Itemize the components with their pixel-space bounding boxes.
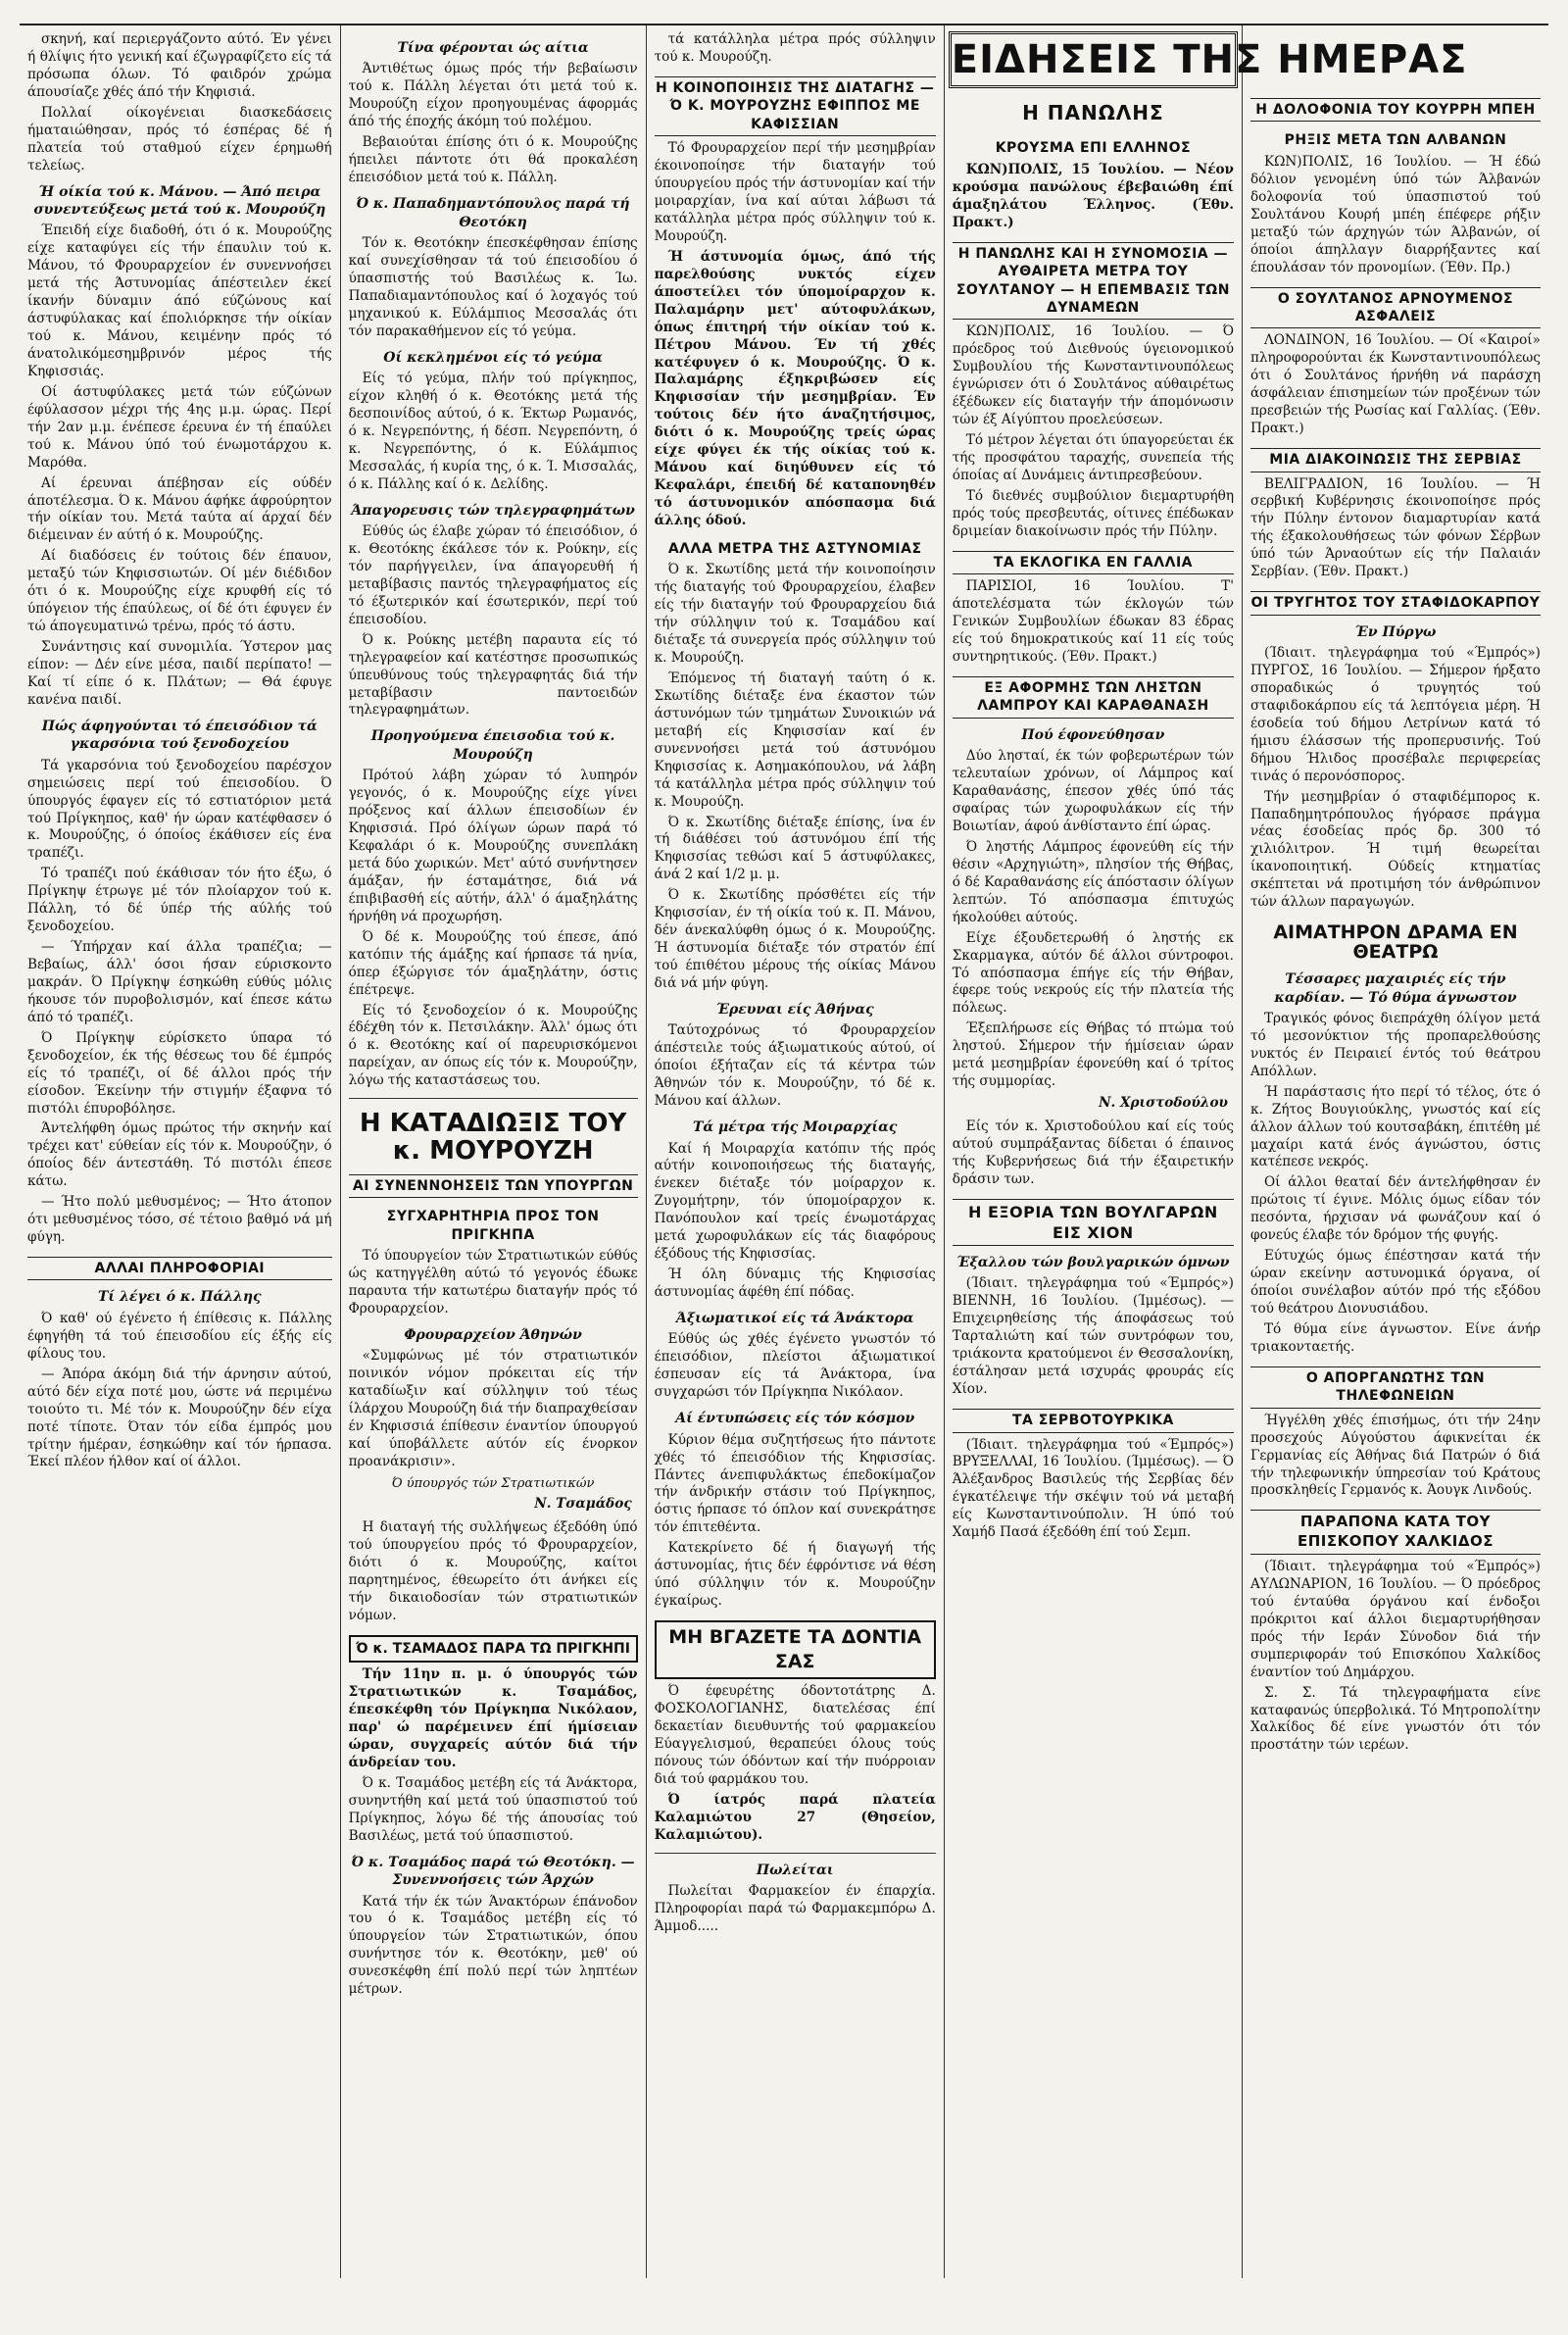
paragraph: Ό κ. Σκωτίδης μετά τήν κοινοποίησιν τής διαταγής τού Φρουραρχείου, έλαβεν είς τήν διαταγήν τού Φρουραρχείου διά τήν σύλληψιν τού κ. Τσαμάδου καί διέταξε τά συνεργεία πρός σύλληψιν τού κ. Μουρούζη. [654, 562, 936, 667]
paragraph: Ή άστυνομία όμως, άπό τής παρελθούσης νυκτός είχεν άποστείλει τόν ύπομοίραρχον κ. Παλαμάρην μετ' αύτοφυλάκων, όπως έπιτηρή τήν οίκίαν τού κ. Πέτρου Μάνου. Έν τή χθές κατέφυγεν ό κ. Μουρούζης. Ό κ. Παλαμάρης έξηκριβώσεν είς Κηφισσίαν τήν μεσημβρίαν. Έν τούτοις δέν ήτο άναζητήσιμος, διότι ό κ. Μουρούζης τρείς ώρας είχε φύγει έκ τής οίκίας τού κ. Μάνου καί διηύθυνεν είς τό Κεφαλάρι, έπειδή δέ καταπονηθέν τό άστυνομικόν απόσπασμα διά άλλης όδού. [654, 248, 936, 528]
paragraph: Άντελήφθη όμως πρώτος τήν σκηνήν καί τρέχει κατ' εύθείαν είς τόν κ. Μουρούζην, ό όποίος δέν άντεστάθη. Τό πιστόλι έπεσε κάτω. [27, 1120, 332, 1190]
paragraph: Είς τό γεύμα, πλήν τού πρίγκηπος, είχον κληθή ό κ. Θεοτόκης μετά τής δεσποινίδος αύτού, ό κ. Έκτωρ Ρωμανός, ό κ. Νεγρεπόντης, ή δέσπ. Νεγρεπόντη, ό κ. Νεγρεπόντης, ό κ. Εύλάμπιος Μεσσαλάς, ή κυρία της, ό κ. Ί. Μισσαλάς, ό κ. Πάλλης καί ό κ. Δελίδης. [348, 371, 638, 492]
section-heading: ΚΡΟΥΣΜΑ ΕΠΙ ΕΛΛΗΝΟΣ [995, 140, 1192, 157]
paragraph: Κύριον θέμα συζητήσεως ήτο πάντοτε χθές τό έπεισόδιον τής Κηφισσίας. Πάντες άνεπιφυλάκτως έπεδοκίμαζον τήν άνδρικήν στάσιν τού Πρίγκηπος, όστις ήρπασε τό όπλον καί συνεκράτησε τόν έπιτεθέντα. [654, 1431, 936, 1536]
paragraph: Ό δέ κ. Μουρούζης τού έπεσε, άπό κατόπιν τής άμάξης καί ήρπασε τά ηνία, όπερ έξώργισε τόν άμαξηλάτην, όστις έπέτρεψε. [348, 928, 638, 998]
advertisement-text: Ό ίατρός παρά πλατεία Καλαμιώτου 27 (Θησείον, Καλαμιώτου). [654, 1791, 936, 1843]
paragraph: Έξεπλήρωσε είς Θήβας τό πτώμα τού ληστού. Σήμερον τήν ήμίσειαν ώραν μετά μεσημβρίαν έφονεύθη καί ό τρίτος τής συμμορίας. [952, 1020, 1234, 1090]
paragraph: Τόν κ. Θεοτόκην έπεσκέφθησαν έπίσης καί συνεχίσθησαν τά τού έπεισοδίου ό ύπασπιστής τού Βασιλέως κ. Ίω. Παπαδιαμαντόπουλος καί ό λοχαγός τού μηχανικού κ. Εύλάμπιος Μεσσαλάς ότι τόν παρακαθήμενον είς τό γεύμα. [348, 234, 638, 339]
section-subheading: Πού έφονεύθησαν [1021, 726, 1165, 743]
section-heading: Οί κεκλημένοι είς τό γεύμα [383, 349, 603, 366]
paragraph: Πολλαί οίκογένειαι διασκεδάσεις ήματαιώθησαν, πρός τό έσπέρας δέ ή πλατεία τού σταθμού είχεν έρημωθή τελείως. [27, 104, 332, 174]
section-heading: Προηγούμενα έπεισοδια τού κ. Μουρούζη [370, 728, 615, 763]
section-heading: Η ΔΟΛΟΦΟΝΙΑ ΤΟΥ ΚΟΥΡΡΗ ΜΠΕΗ [1250, 98, 1541, 122]
paragraph: τά κατάλληλα μέτρα πρός σύλληψιν τού κ. Μουρούζη. [654, 31, 936, 65]
section-heading: ΣΥΓΧΑΡΗΤΗΡΙΑ ΠΡΟΣ ΤΟΝ ΠΡΙΓΚΗΠΑ [386, 1209, 600, 1243]
paragraph: Ταύτοχρόνως τό Φρουραρχείον άπέστειλε τούς άξιωματικούς αύτού, οί όποίοι έξήταζαν είς τά κέντρα τών Άθηνών τόν κ. Μουρούζην, τό δέ κ. Μάνου καί άλλων. [654, 1022, 936, 1110]
section-heading: Ο ΣΟΥΛΤΑΝΟΣ ΑΡΝΟΥΜΕΝΟΣ ΑΣΦΑΛΕΙΣ [1250, 287, 1541, 329]
section-heading: ΕΞ ΑΦΟΡΜΗΣ ΤΩΝ ΛΗΣΤΩΝ ΛΑΜΠΡΟΥ ΚΑΙ ΚΑΡΑΘΑΝΑΣΗ [953, 676, 1234, 719]
paragraph: Ή όλη δύναμις τής Κηφισσίας άστυνομίας άφέθη έπί πόδας. [654, 1267, 936, 1300]
paragraph: Άντιθέτως όμως πρός τήν βεβαίωσιν τού κ. Πάλλη λέγεται ότι μετά τού κ. Μουρούζη είχον προηγουμένας άφορμάς άπό τής έποχής άκόμη τού πολέμου. [348, 61, 638, 130]
section-heading: ΤΑ ΕΚΛΟΓΙΚΑ ΕΝ ΓΑΛΛΙΑ [953, 551, 1234, 574]
paragraph: Σ. Σ. Τά τηλεγραφήματα είνε καταφανώς ύπερβολικά. Τό Μητροπολίτην Χαλκίδος δέ είνε γνωστόν ότι τόν προστάτην τών ιερέων. [1250, 1684, 1541, 1754]
newspaper-page [20, 24, 1548, 2278]
paragraph: Αί διαδόσεις έν τούτοις δέν έπαυον, μεταξύ τών Κηφισσιωτών. Οί μέν διέδιδον ότι ό κ. Μουρούζης είχε κρυφθή είς τό ύπόγειον τής έπαύλεως, οί δέ ότι έφυγεν έν τώ άπογευματινώ τρένω, πρός τό άστυ. [27, 548, 332, 635]
paragraph: Εύθύς ώς έλαβε χώραν τό έπεισόδιον, ό κ. Θεοτόκης έκάλεσε τόν κ. Ρούκην, είς τόν παρήγγειλεν, ίνα άπαγορευθή ή μεταβίβασις παντός τηλεγραφήματος είς τό έξωτερικόν καί έσωτερικόν, περί τού έπεισοδίου. [348, 523, 638, 627]
column-3 [647, 25, 945, 2278]
section-heading: ΑΛΛΑΙ ΠΛΗΡΟΦΟΡΙΑΙ [27, 1257, 332, 1280]
paragraph: Ό κ. Σκωτίδης διέταξε έπίσης, ίνα έν τή διάθέσει τού άστυνόμου έπί τής Κηφισσίας τεθώσι καί 5 άστυφύλακες, άνά 2 καί 1/2 μ. μ. [654, 814, 936, 883]
paragraph: Ό κ. Σκωτίδης πρόσθέτει είς τήν Κηφισσίαν, έν τή οίκία τού κ. Π. Μάνου, δέν άνεκαλύφθη όμως ό κ. Μουρούζης. Ή άστυνομία διέταξε τόν στρατόν έπί τού έπιθέτου μέρους τής οίκίας Μάνου διά νά μήν φύγη. [654, 887, 936, 991]
paragraph: Αί έρευναι άπέβησαν είς ούδέν άποτέλεσμα. Ό κ. Μάνου άφήκε άφρούρητον τήν οίκίαν του. Μετά ταύτα αί άρχαί δέν διέμειναν έν αύτή ό κ. Μουρούζης. [27, 474, 332, 544]
section-heading: Έρευναι είς Άθήνας [715, 1001, 874, 1018]
paragraph: Εύτυχώς όμως έπέστησαν κατά τήν ώραν εκείνην αστυνομικά όργανα, οί όποίοι συνέλαβον αύτόν πρό τής εξόδου τού θεάτρου Διονυσιάδου. [1250, 1248, 1541, 1317]
paragraph: — Ύπήρχαν καί άλλα τραπέζια; — Βεβαίως, άλλ' όσοι ήσαν εύρισκοντο μακράν. Ό Πρίγκηψ έσηκώθη εύθύς μόλις ήκουσε τόν πυροβολισμόν, καί έπεσε κάτω άπό τό τραπέζι. [27, 939, 332, 1025]
section-heading: ΑΛΛΑ ΜΕΤΡΑ ΤΗΣ ΑΣΤΥΝΟΜΙΑΣ [667, 540, 922, 557]
paragraph: Τήν 11ην π. μ. ό ύπουργός τών Στρατιωτικών κ. Τσαμάδος, έπεσκέφθη τόν Πρίγκηπα Νικόλαον, παρ' ώ παρέμεινεν έπί ήμίσειαν ώραν, συγχαρείς αύτόν διά τήν άνδρείαν του. [348, 1666, 638, 1770]
paragraph: Είς τόν κ. Χριστοδούλου καί είς τούς αύτού συμπράξαντας δίδεται ό έπαινος τής Κυβερνήσεως διά τήν έξαιρετικήν δράσιν των. [952, 1118, 1234, 1187]
paragraph: Τήν μεσημβρίαν ό σταφιδέμπορος κ. Παπαδημητρόπουλος ήγόρασε πράγμα νέας έσοδείας πρός δρ. 300 τό χιλιόλιτρον. Ή τιμή θεωρείται ίκανοποιητική. Ούδείς κτηματίας σκέπτεται νά προτιμήση τόν άνθρώπινον τών άλλων παραγωγών. [1250, 788, 1541, 911]
paragraph: Ό καθ' ού έγένετο ή έπίθεσις κ. Πάλλης έφηγήθη τά τού έπεισοδίου είς έξής είς φίλους του. [27, 1310, 332, 1362]
columns [20, 25, 1548, 2278]
paragraph: ΚΩΝ)ΠΟΛΙΣ, 16 Ίουλίου. — Ό πρόεδρος τού Διεθνούς ύγειονομικού Συμβουλίου τής Κωνσταντινουπόλεως έγνώρισεν ότι ό Σουλτάνος αύθαιρέτως έξέδωκεν είς διαταγήν τήν άπομόνωσιν τών έξ Αίγύπτου προελεύσεων. [952, 323, 1234, 428]
section-heading: Άξιωματικοί είς τά Άνάκτορα [675, 1310, 914, 1326]
section-banner-title: Η ΠΑΝΩΛΗΣ [1022, 101, 1164, 124]
section-subheading: Φρουραρχείον Άθηνών [404, 1326, 582, 1343]
section-subheading: Τί λέγει ό κ. Πάλλης [98, 1289, 262, 1306]
paragraph: (Ίδιαιτ. τηλεγράφημα τού «Έμπρός») ΒΡΥΞΕΛΛΑΙ, 16 Ίουλίου. (Ίμμέσως). — Ό Άλέξανδρος Βασιλεύς τής Σερβίας δέν έγκατέλειψε τήν σκέψιν τού νά μεταβή είς Κωνσταντινούπολιν. Ή ύπό τού Χαμήδ Πασά έξεδόθη έπί τού Σεμπ. [952, 1436, 1234, 1541]
paragraph: Τά γκαρσόνια τού ξενοδοχείου παρέσχον σημειώσεις περί τού έπεισοδίου. Ό ύπουργός έφαγεν είς τό εστιατόριον μετά τού Πρίγκηπος, καθ' ήν ώραν κατέφθασεν ό κ. Μουρούζης, ό όποίος έκάθισεν είς ένα τραπέζι. [27, 757, 332, 862]
main-headline: Η ΚΑΤΑΔΙΩΞΙΣ ΤΟΥ κ. ΜΟΥΡΟΥΖΗ [359, 1109, 627, 1166]
signature: Ν. Τσαμάδος [534, 1496, 632, 1513]
paragraph: Ό κ. Τσαμάδος μετέβη είς τά Άνάκτορα, συνηντήθη καί μετά τού ύπασπιστού τού Πρίγκηπος, λόγω δέ τής άπουσίας τού Βασιλέως, μετά τού ύπασπιστού. [348, 1774, 638, 1844]
paragraph: Τό θύμα είνε άγνωστον. Είνε άνήρ τριακονταετής. [1250, 1320, 1541, 1355]
section-heading: ΜΙΑ ΔΙΑΚΟΙΝΩΣΙΣ ΤΗΣ ΣΕΡΒΙΑΣ [1250, 448, 1541, 472]
section-heading: Τίνα φέρονται ώς αίτια [397, 40, 589, 56]
advertisement-heading: ΜΗ ΒΓΑΖΕΤΕ ΤΑ ΔΟΝΤΙΑ ΣΑΣ [655, 1620, 936, 1679]
paragraph: Τό μέτρον λέγεται ότι ύπαγορεύεται έκ τής προσφάτου ταραχής, συνεπεία τής όποίας αί Δυνάμεις άντιπρεσβεύουν. [952, 432, 1234, 483]
advertisement-heading: Πωλείται [756, 1862, 834, 1878]
section-heading: Πώς άφηγούνται τό έπεισόδιον τά γκαρσόνια τού ξενοδοχείου [41, 718, 318, 753]
paragraph: Κατεκρίνετο δέ ή διαγωγή τής άστυνομίας, ήτις δέν έφρόντισε νά θέση ύπό σύλληψιν τόν κ. Μουρούζην έγκαίρως. [654, 1540, 936, 1610]
paragraph: «Συμφώνως μέ τόν στρατιωτικόν ποινικόν νόμον πρόκειται είς τήν καταδίωξιν καί σύλληψιν τού τέως ίλάρχου Μουρούζη διά τήν διαπραχθείσαν έν Κηφισσιά έπίθεσιν έναντίον ύπουργού καί ύποβάλλετε αύτόν είς ένορκον προανάκρισιν». [348, 1348, 638, 1470]
section-heading: ΑΙ ΣΥΝΕΝΝΟΗΣΕΙΣ ΤΩΝ ΥΠΟΥΡΓΩΝ [349, 1174, 638, 1198]
section-heading: ΤΑ ΣΕΡΒΟΤΟΥΡΚΙΚΑ [953, 1409, 1234, 1432]
paragraph: Τό τραπέζι πού έκάθισαν τόν ήτο έξω, ό Πρίγκηψ έτρωγε μέ τόν πλοίαρχον τού κ. Πάλλη, τό δέ ύπέρ τής αύλής τού ξενοδοχείου. [27, 866, 332, 935]
section-heading: Η ΠΑΝΩΛΗΣ ΚΑΙ Η ΣΥΝΟΜΟΣΙΑ — ΑΥΘΑΙΡΕΤΑ ΜΕΤΡΑ ΤΟΥ ΣΟΥΛΤΑΝΟΥ — Η ΕΠΕΜΒΑΣΙΣ ΤΩΝ ΔΥΝΑΜΕΩΝ [953, 242, 1234, 321]
column-1 [20, 25, 341, 2278]
paragraph: σκηνή, καί περιεργάζοντο αύτό. Έν γένει ή θλίψις ήτο γενική καί έζωγραφίζετο είς τά πρόσωπα όλων. Τό φαιδρόν χρώμα άπουσίαζε χθές άπό τήν Κηφισιά. [27, 31, 332, 100]
divider [349, 1098, 638, 1099]
paragraph: Κατά τήν έκ τών Άνακτόρων έπάνοδον του ό κ. Τσαμάδος μετέβη είς τό ύπουργείον τών Στρατιωτικών, όπου συνήντησε τόν κ. Θεοτόκην, μεθ' ού συνεσκέφθη έπί πολύ περί τών ληπτέων μέτρων. [348, 1893, 638, 1998]
section-heading: Τά μέτρα τής Μοιραρχίας [692, 1119, 898, 1136]
section-subheading: ΡΗΞΙΣ ΜΕΤΑ ΤΩΝ ΑΛΒΑΝΩΝ [1284, 132, 1507, 149]
paragraph: ΚΩΝ)ΠΟΛΙΣ, 16 Ίουλίου. — Ή έδώ δόλιον γενομένη ύπό τών Άλβανών δολοφονία τού ύπασπιστού τού Σουλτάνου Κουρή μπέη έπέφερε ρήξιν μεταξύ τών άρχηγών τών Άλβανών, οί όποίοι άπηλλαγν διαρρήξαντες καί έπουλάσαν τόν προνομίων. (Έθν. Πρ.) [1250, 153, 1541, 275]
paragraph: Τό Φρουραρχείον περί τήν μεσημβρίαν έκοινοποίησε τήν διαταγήν τού ύπουργείου πρός τήν άστυνομίαν καί τήν μοιραρχίαν, ίνα καί αύται λάβωσι τά κατάλληλα μέτρα πρός σύλληψιν τού κ. Μουρούζη. [654, 140, 936, 244]
paragraph: Έπειδή είχε διαδοθή, ότι ό κ. Μουρούζης είχε καταφύγει είς τήν έπαυλιν τού κ. Μάνου, τό Φρουραρχείον έν συνεννοήσει μετά τής Άστυνομίας άπέστειλεν έκεί ίκανήν δύναμιν άπό εύζώνους καί άστυφύλακας καί έπολιόρκησε τήν οίκίαν τού κ. Μάνου, κειμένην πρός τό άνατολικόμεσημβρινόν μέρος τής Κηφισσιάς. [27, 223, 332, 379]
section-heading: Ο ΑΠΟΡΓΑΝΩΤΗΣ ΤΩΝ ΤΗΛΕΦΩΝΕΙΩΝ [1250, 1366, 1541, 1409]
paragraph: Οί άστυφύλακες μετά τών εύζώνων έφύλασσον μέχρι τής 4ης μ.μ. ώρας. Περί τήν 2αν μ.μ. ένέπεσε έρευνα έν τή έπαύλει τού κ. Μάνου ύπό τού ένωμοτάρχου κ. Μαρόθα. [27, 383, 332, 471]
paragraph: Ό Πρίγκηψ εύρίσκετο ύπαρα τό ξενοδοχείον, έκ τής θέσεως του δέ έμπρός είς τό τραπέζι, οί δέ άλλοι πρός τήν είσοδον. Έκείνην τήν στιγμήν έξαφνα τό πιστόλι έπυροβόλησε. [27, 1029, 332, 1117]
paragraph: (Ίδιαιτ. τηλεγράφημα τού «Έμπρός») ΠΥΡΓΟΣ, 16 Ίουλίου. — Σήμερον ήρξατο σποραδικώς ό τρυγητός τού σταφιδοκάρπου είς τά λεπτόγεια μέρη. Ή έσοδεία τού δήμου Λετρίνων κατά τό ήμισυ έλάσσων τής προπερυσινής. Τού δήμου Ήλιδος προσέβαλε περιφερείας τινάς ό περονόσπορος. [1250, 645, 1541, 784]
paragraph: Η διαταγή τής συλλήψεως έξεδόθη ύπό τού ύπουργείου πρός τό Φρουραρχείον, διότι ό κ. Μουρούζης, καίτοι παρητημένος, έθεωρείτο ότι άνήκει είς τήν δικαιοδοσίαν τών στρατιωτικών νόμων. [348, 1519, 638, 1623]
paragraph: — Ήτο πολύ μεθυσμένος; — Ήτο άτοπον ότι μεθυσμένος τόσο, σέ τέτοιο βαθμό νά μή φύγη. [27, 1194, 332, 1246]
masthead-spacer [1250, 31, 1541, 88]
paragraph: Καί ή Μοιραρχία κατόπιν τής πρός αύτήν κοινοποιήσεως τής διαταγής, ένεκεν διέταξε τόν μοίραρχον κ. Ζυγομήτρην, τόν ύπομοίραρχον κ. Πανόπουλον καί τρείς ένωμοτάρχας μετά χωροφυλάκων είς τάς διαφόρους έξόδους τής Κηφισσίας. [654, 1140, 936, 1263]
section-heading: Ό κ. Τσαμάδος παρά τώ Θεοτόκη. — Συνεννοήσεις τών Άρχών [351, 1854, 635, 1889]
section-heading: ΑΙΜΑΤΗΡΟΝ ΔΡΑΜΑ ΕΝ ΘΕΑΤΡΩ [1273, 921, 1518, 964]
masthead-wrap [949, 31, 1468, 88]
paragraph: ΠΑΡΙΣΙΟΙ, 16 Ίουλίου. Τ' άποτελέσματα τών έκλογών τών Γενικών Συμβουλίων έδωκαν 83 έδρας είς τού δημοκρατικούς καί 11 είς τούς συντηρητικούς. (Έθν. Πρακτ.) [952, 578, 1234, 665]
paragraph: ΒΕΛΙΓΡΑΔΙΟΝ, 16 Ίουλίου. — Ή σερβική Κυβέρνησις έκοινοποίησε πρός τήν Πύλην έντονον διαμαρτυρίαν κατά τής έξακολουθήσεως τών φόνων Σέρβων ύπό τών Άρναούτων είς τήν Παλαιάν Σερβίαν. (Έθν. Πρακτ.) [1250, 475, 1541, 580]
paragraph: ΚΩΝ)ΠΟΛΙΣ, 15 Ίουλίου. — Νέον κρούσμα πανώλους έβεβαιώθη έπί άμαξηλάτου Έλληνος. (Έθν. Πρακτ.) [952, 161, 1234, 230]
section-heading: Ό κ. Παπαδημαντόπουλος παρά τή Θεοτόκη [356, 196, 630, 230]
paragraph: Είχε έξουδετερωθή ό ληστής εκ Σκαρμαγκα, αύτόν δέ άλλοι σύντροφοι. Τό απόσπασμα έπήγε είς τήν Θήβαν, έφερε τούς νεκρούς είς τήν πλατεία τής πόλεως. [952, 929, 1234, 1017]
column-5 [1243, 25, 1548, 2278]
section-heading: Ό κ. ΤΣΑΜΑΔΟΣ ΠΑΡΑ ΤΩ ΠΡΙΓΚΗΠΙ [349, 1635, 638, 1663]
signature: Ν. Χριστοδούλου [1099, 1095, 1228, 1112]
advertisement-text: Ό έφευρέτης όδοντοτάτρης Δ. ΦΟΣΚΟΛΟΓΙΑΝΗΣ, διατελέσας έπί δεκαετίαν διευθυντής τού φαρμακείου Εύαγγελισμού, θεραπεύει όλους τούς πόνους τών όδόντων καί τήν πυόρροιαν διά τού φαρμάκου του. [654, 1683, 936, 1787]
masthead: ΕΙΔΗΣΕΙΣ ΤΗΣ ΗΜΕΡΑΣ [949, 31, 1238, 88]
paragraph: Ό ληστής Λάμπρος έφονεύθη είς τήν θέσιν «Αρχηγιώτη», πλησίον τής Θήβας, ό δέ Καραθανάσης είς άπόστασιν όλίγων λεπτών. Τό απόσπασμα έπιτυχώς ήκολούθει αύτούς. [952, 838, 1234, 925]
section-heading: Αί έντυπώσεις είς τόν κόσμον [675, 1411, 915, 1427]
paragraph: Ήγγέλθη χθές έπισήμως, ότι τήν 24ην προσεχούς Αύγούστου άφικνείται έκ Γερμανίας είς Άθήνας διά Πατρών ό διά τήν τηλεφωνικήν ύπηρεσίαν τού Κράτους προσκληθείς Γερμανός κ. Άουγκ Λινδούς. [1250, 1412, 1541, 1499]
paragraph: Πρότού λάβη χώραν τό λυπηρόν γεγονός, ό κ. Μουρούζης είχε γίνει πρόξενος καί άλλων έπεισοδίων έν Κηφισσιά. Πρό όλίγων ώρων παρά τό Κεφαλάρι ό κ. Μουρούζης συνεπλάκη μετά δύο χωρικών. Μετ' αύτό συνήντησεν άμάξαν, ήν έσταμάτησε, διά νά έπιβιβασθή είς αύτήν, άλλ' ό άμαξηλάτης ήρνήθη νά προχωρήση. [348, 768, 638, 924]
section-heading: Η ΚΟΙΝΟΠΟΙΗΣΙΣ ΤΗΣ ΔΙΑΤΑΓΗΣ — Ό Κ. ΜΟΥΡΟΥΖΗΣ ΕΦΙΠΠΟΣ ΜΕ ΚΑΦΙΣΣΙΑΝ [655, 76, 936, 136]
paragraph: ΛΟΝΔΙΝΟΝ, 16 Ίουλίου. — Οί «Καιροί» πληροφορούνται έκ Κωνσταντινουπόλεως ότι ό Σουλτάνος ήρνήθη νά παράσχη άσφάλειαν έπισημείων τών προξένων τών πρεσβειών τής Ρωσίας καί Γαλλίας. (Έθν. Πρακτ.) [1250, 332, 1541, 437]
paragraph: Ή παράστασις ήτο περί τό τέλος, ότε ό κ. Ζήτος Βουγιούκλης, γνωστός καί είς άλλον άλλων τού κουτσαβάκη, έπιτέθη μέ μαχαίρι κατά ένός άγνώστου, όστις κατέπεσε νεκρός. [1250, 1083, 1541, 1170]
paragraph: Έπόμενος τή διαταγή ταύτη ό κ. Σκωτίδης διέταξε ένα έκαστον τών άστυνόμων τών τμημάτων Συνοικιών νά μεταβή είς Κηφισσίαν καί έν συνεννοήσει μετά τού άστυνόμου Κηφισσίας κ. Ασημακόπουλου, νά λάβη τά κατάλληλα μέτρα πρός σύλληψιν τού κ. Μουρούζη. [654, 671, 936, 810]
paragraph: Συνάντησις καί συνομιλία. Ύστερον μας είπον: — Δέν είνε μέσα, παιδί περίπατο! — Καί τί είπε ό κ. Πλάτων; — Θά έφυγε κανένα παιδί. [27, 639, 332, 708]
paragraph: — Άπόρα άκόμη διά τήν άρνησιν αύτού, αύτό δέν είχα ποτέ μου, ώστε νά περιμένω τοιούτο τι. Μέ τόν κ. Μουρούζην δέν είχα ποτέ τίποτε. Όταν τόν είδα έμπρός μου τρίτην ήμέραν, έσηκώθην καί τόν ήρπασα. Έκεί πλέον ήλθον καί οί άλλοι. [27, 1366, 332, 1470]
divider [655, 1853, 936, 1854]
paragraph: Ό κ. Ρούκης μετέβη παραυτα είς τό τηλεγραφείον καί κατέστησε προσωπικώς ύπευθύνους τούς τηλεγραφητάς διά τήν μεταβίβασιν παντοειδών τηλεγραφημάτων. [348, 631, 638, 719]
paragraph: Είς τό ξενοδοχείον ό κ. Μουρούζης έδέχθη τόν κ. Πετσιλάκην. Άλλ' όμως ότι ό κ. Θεοτόκης καί οί παρευρισκόμενοι παρείχαν, αν όπως είς τόν κ. Μουρούζην, λόγω τής καταστάσεως του. [348, 1002, 638, 1089]
paragraph: Βεβαιούται έπίσης ότι ό κ. Μουρούζης ήπειλει πάντοτε ότι θά προκαλέση έπεισόδιον μετά τού κ. Πάλλη. [348, 134, 638, 186]
paragraph: Τό διεθνές συμβούλιον διεμαρτυρήθη πρός τούς πρεσβευτάς, οίτινες έπέδωκαν δριμείαν διακοίνωσιν πρός τήν Πύλην. [952, 487, 1234, 539]
section-heading: ΠΑΡΑΠΟΝΑ ΚΑΤΑ ΤΟΥ ΕΠΙΣΚΟΠΟΥ ΧΑΛΚΙΔΟΣ [1250, 1510, 1541, 1555]
column-2 [341, 25, 647, 2278]
section-banner [953, 96, 1234, 129]
section-heading: Η ΕΞΟΡΙΑ ΤΩΝ ΒΟΥΛΓΑΡΩΝ ΕΙΣ ΧΙΟΝ [953, 1199, 1234, 1246]
advertisement-text: Πωλείται Φαρμακείον έν έπαρχία. Πληροφορίαι παρά τώ Φαρμακεμπόρω Δ. Άμμοδ..... [654, 1883, 936, 1934]
paragraph: Τό ύπουργείον τών Στρατιωτικών εύθύς ώς κατηγγέλθη αύτώ τό γεγονός έδωκε παραυτα τήν κατωτέρω διαταγήν πρός τό Φρουραρχείον. [348, 1248, 638, 1317]
signature-line: Ό ύπουργός τών Στρατιωτικών [391, 1476, 595, 1491]
paragraph: Τραγικός φόνος διεπράχθη όλίγον μετά τό μεσονύκτιον τής προπαρελθούσης νυκτός έν Πειραιεί έντός τού θεάτρου Απόλλων. [1250, 1010, 1541, 1079]
paragraph: Δύο λησταί, έκ τών φοβερωτέρων τών τελευταίων χρόνων, οί Λάμπρος καί Καραθανάσης, έπεσον χθές ύπό τάς σφαίρας τών χωροφυλάκων είς τήν Βοιωτίαν, άφού άνθίσταντο έπί ώρας. [952, 748, 1234, 835]
paragraph: (Ίδιαιτ. τηλεγράφημα τού «Έμπρός») ΒΙΕΝΝΗ, 16 Ίουλίου. (Ίμμέσως). — Επιχειρηθείσης τής άποφάσεως τού Ταρταλιώτη καί τών συντρόφων του, τριάκοντα κρατούμενοι έν Θεσσαλονίκη, έστάλησαν μετά ισχυράς φρουράς είς Χίον. [952, 1275, 1234, 1398]
section-heading: ΟΙ ΤΡΥΓΗΤΟΣ ΤΟΥ ΣΤΑΦΙΔΟΚΑΡΠΟΥ [1250, 591, 1541, 615]
section-heading: Άπαγορευσις τών τηλεγραφημάτων [351, 502, 635, 519]
section-subheading: Έν Πύργω [1354, 623, 1437, 640]
paragraph: (Ίδιαιτ. τηλεγράφημα τού «Έμπρός») ΑΥΛΩΝΑΡΙΟΝ, 16 Ίουλίου. — Ό πρόεδρος τού ένταύθα όργάνου καί ένδοξοι πρόκριτοι καί άλλοι διεμαρτυρήθησαν πρός τήν Ιεράν Σύνοδον διά τήν συμπεριφοράν τού Επισκόπου Χαλκίδος έναντίον τού Δημάρχου. [1250, 1559, 1541, 1680]
paragraph: Εύθύς ώς χθές έγένετο γνωστόν τό έπεισόδιον, πλείστοι άξιωματικοί έσπευσαν είς τά Άνάκτορα, ίνα συγχαρώσι τόν Πρίγκηπα Νικόλαον. [654, 1331, 936, 1401]
section-subheading: Έξαλλου τών βουλγαρικών όμνων [956, 1255, 1230, 1271]
section-subheading: Τέσσαρες μαχαιριές είς τήν καρδίαν. — Τό θύμα άγνωστον [1274, 971, 1517, 1006]
paragraph: Οί άλλοι θεαταί δέν άντελήφθησαν έν πρώτοις τί έγινε. Μόλις όμως είδαν τόν πεσόντα, ήρχισαν νά φωνάζουν καί ό φονεύς έλαβε τόν δρόμον τής φυγής. [1250, 1174, 1541, 1244]
section-heading: Ή οίκία τού κ. Μάνου. — Άπό πειρα συνεντεύξεως μετά τού κ. Μουρούζη [33, 183, 326, 218]
